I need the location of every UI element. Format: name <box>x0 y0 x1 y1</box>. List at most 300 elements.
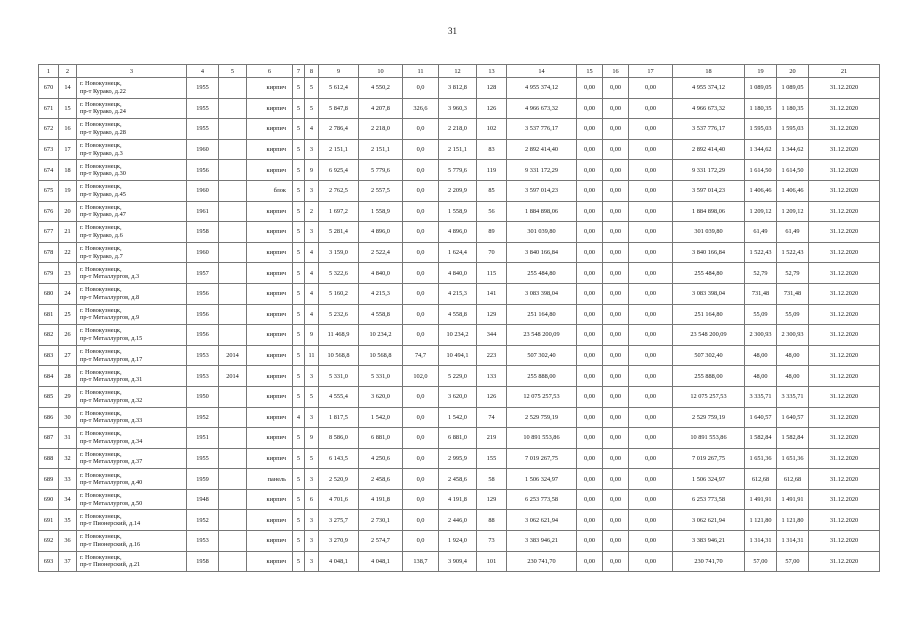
cell-col-1: 673 <box>39 139 59 160</box>
address-city: г. Новокузнецк, <box>80 492 122 500</box>
address-street: пр-т Металлургов, д.40 <box>80 479 143 487</box>
table-row <box>39 119 880 140</box>
cell-col-18: 4 966 673,32 <box>673 98 745 119</box>
cell-col-9: 2 520,9 <box>319 469 359 490</box>
cell-col-11: 326,6 <box>403 98 439 119</box>
cell-col-11: 0,0 <box>403 139 439 160</box>
cell-col-18: 9 331 172,29 <box>673 160 745 181</box>
cell-col-5 <box>219 531 247 552</box>
address-street: пр-т Курако, д.22 <box>80 87 126 95</box>
cell-col-4: 1952 <box>187 407 219 428</box>
cell-col-16: 0,00 <box>603 222 629 243</box>
cell-col-2: 28 <box>59 366 77 387</box>
cell-address <box>77 345 187 366</box>
address-city: г. Новокузнецк, <box>80 512 122 520</box>
cell-col-2: 33 <box>59 469 77 490</box>
cell-col-10: 4 048,1 <box>359 551 403 572</box>
table-row <box>39 139 880 160</box>
cell-col-17: 0,00 <box>629 119 673 140</box>
cell-col-21: 31.12.2020 <box>809 283 880 304</box>
cell-col-17: 0,00 <box>629 531 673 552</box>
cell-col-8: 4 <box>305 119 319 140</box>
cell-col-13: 119 <box>477 160 507 181</box>
column-header: 13 <box>477 65 507 78</box>
cell-col-9: 8 586,0 <box>319 428 359 449</box>
cell-col-8: 5 <box>305 386 319 407</box>
address-street: пр-т Металлургов, д.50 <box>80 499 143 507</box>
cell-col-17: 0,00 <box>629 304 673 325</box>
cell-col-18: 3 597 014,23 <box>673 180 745 201</box>
cell-col-9: 3 275,7 <box>319 510 359 531</box>
cell-col-6: кирпич <box>247 139 293 160</box>
cell-address <box>77 407 187 428</box>
cell-address <box>77 98 187 119</box>
cell-col-19: 1 582,84 <box>745 428 777 449</box>
cell-col-7: 5 <box>293 139 305 160</box>
page-number: 31 <box>448 26 457 36</box>
cell-col-21: 31.12.2020 <box>809 407 880 428</box>
cell-col-16: 0,00 <box>603 386 629 407</box>
cell-col-2: 18 <box>59 160 77 181</box>
cell-col-1: 681 <box>39 304 59 325</box>
cell-col-10: 10 234,2 <box>359 325 403 346</box>
cell-col-15: 0,00 <box>577 98 603 119</box>
cell-col-1: 693 <box>39 551 59 572</box>
cell-col-6: кирпич <box>247 489 293 510</box>
cell-col-10: 4 550,2 <box>359 78 403 99</box>
address-street: пр-т Металлургов, д.3 <box>80 273 140 281</box>
cell-col-14: 251 164,80 <box>507 304 577 325</box>
cell-col-19: 57,00 <box>745 551 777 572</box>
cell-col-7: 5 <box>293 160 305 181</box>
cell-col-6: кирпич <box>247 428 293 449</box>
column-header: 4 <box>187 65 219 78</box>
address-street: пр-т Металлургов, д.9 <box>80 314 140 322</box>
cell-col-18: 3 083 398,04 <box>673 283 745 304</box>
cell-col-4: 1956 <box>187 325 219 346</box>
cell-col-20: 55,09 <box>777 304 809 325</box>
cell-col-13: 223 <box>477 345 507 366</box>
cell-col-13: 126 <box>477 98 507 119</box>
cell-col-2: 32 <box>59 448 77 469</box>
cell-col-14: 10 891 553,86 <box>507 428 577 449</box>
column-header: 2 <box>59 65 77 78</box>
cell-col-11: 0,0 <box>403 180 439 201</box>
cell-col-8: 9 <box>305 160 319 181</box>
cell-col-12: 4 896,0 <box>439 222 477 243</box>
cell-col-17: 0,00 <box>629 283 673 304</box>
cell-col-16: 0,00 <box>603 407 629 428</box>
cell-col-1: 670 <box>39 78 59 99</box>
cell-col-5 <box>219 283 247 304</box>
cell-col-4: 1948 <box>187 489 219 510</box>
address-city: г. Новокузнецк, <box>80 450 122 458</box>
cell-col-2: 16 <box>59 119 77 140</box>
address-street: пр-т Пионерский, д.21 <box>80 561 141 569</box>
cell-col-5 <box>219 489 247 510</box>
cell-col-9: 5 847,8 <box>319 98 359 119</box>
table-row <box>39 489 880 510</box>
cell-col-8: 4 <box>305 263 319 284</box>
cell-col-18: 3 062 621,94 <box>673 510 745 531</box>
cell-col-5 <box>219 139 247 160</box>
cell-col-16: 0,00 <box>603 119 629 140</box>
address-street: пр-т Курако, д.24 <box>80 108 126 116</box>
cell-col-12: 1 542,0 <box>439 407 477 428</box>
table-row <box>39 345 880 366</box>
cell-col-15: 0,00 <box>577 345 603 366</box>
cell-col-17: 0,00 <box>629 489 673 510</box>
column-header: 9 <box>319 65 359 78</box>
cell-col-17: 0,00 <box>629 263 673 284</box>
cell-col-4: 1957 <box>187 263 219 284</box>
column-header: 3 <box>77 65 187 78</box>
cell-col-16: 0,00 <box>603 304 629 325</box>
cell-col-16: 0,00 <box>603 180 629 201</box>
table-row <box>39 386 880 407</box>
cell-col-16: 0,00 <box>603 139 629 160</box>
cell-col-11: 0,0 <box>403 448 439 469</box>
cell-col-15: 0,00 <box>577 325 603 346</box>
address-street: пр-т Курако, д.30 <box>80 170 126 178</box>
cell-col-6: кирпич <box>247 304 293 325</box>
address-city: г. Новокузнецк, <box>80 533 122 541</box>
cell-col-5 <box>219 201 247 222</box>
cell-col-12: 3 960,3 <box>439 98 477 119</box>
cell-col-13: 70 <box>477 242 507 263</box>
cell-col-20: 48,00 <box>777 345 809 366</box>
cell-col-9: 6 143,5 <box>319 448 359 469</box>
address-city: г. Новокузнецк, <box>80 368 122 376</box>
cell-col-12: 5 779,6 <box>439 160 477 181</box>
cell-col-16: 0,00 <box>603 469 629 490</box>
cell-address <box>77 531 187 552</box>
cell-col-9: 5 612,4 <box>319 78 359 99</box>
cell-col-18: 6 253 773,58 <box>673 489 745 510</box>
cell-col-20: 1 522,43 <box>777 242 809 263</box>
address-street: пр-т Металлургов, д.31 <box>80 376 143 384</box>
cell-col-6: кирпич <box>247 119 293 140</box>
cell-col-21: 31.12.2020 <box>809 448 880 469</box>
cell-col-4: 1953 <box>187 531 219 552</box>
cell-col-21: 31.12.2020 <box>809 386 880 407</box>
address-city: г. Новокузнецк, <box>80 327 122 335</box>
cell-col-10: 5 331,0 <box>359 366 403 387</box>
cell-col-8: 11 <box>305 345 319 366</box>
cell-col-11: 0,0 <box>403 469 439 490</box>
column-header: 21 <box>809 65 880 78</box>
cell-col-13: 73 <box>477 531 507 552</box>
cell-col-16: 0,00 <box>603 489 629 510</box>
cell-col-7: 5 <box>293 180 305 201</box>
cell-col-17: 0,00 <box>629 428 673 449</box>
cell-col-6: кирпич <box>247 201 293 222</box>
cell-col-1: 690 <box>39 489 59 510</box>
cell-col-21: 31.12.2020 <box>809 263 880 284</box>
cell-col-19: 731,48 <box>745 283 777 304</box>
cell-col-16: 0,00 <box>603 551 629 572</box>
cell-col-2: 37 <box>59 551 77 572</box>
cell-col-18: 251 164,80 <box>673 304 745 325</box>
cell-col-15: 0,00 <box>577 139 603 160</box>
column-header: 19 <box>745 65 777 78</box>
cell-col-5 <box>219 448 247 469</box>
cell-col-13: 155 <box>477 448 507 469</box>
cell-col-21: 31.12.2020 <box>809 428 880 449</box>
table-row <box>39 510 880 531</box>
cell-col-6: кирпич <box>247 222 293 243</box>
cell-col-2: 26 <box>59 325 77 346</box>
cell-col-12: 4 840,0 <box>439 263 477 284</box>
cell-col-21: 31.12.2020 <box>809 510 880 531</box>
cell-col-14: 9 331 172,29 <box>507 160 577 181</box>
cell-col-7: 5 <box>293 510 305 531</box>
cell-col-14: 3 383 946,21 <box>507 531 577 552</box>
cell-col-17: 0,00 <box>629 78 673 99</box>
table-row <box>39 283 880 304</box>
cell-col-15: 0,00 <box>577 180 603 201</box>
table-row <box>39 531 880 552</box>
cell-col-13: 89 <box>477 222 507 243</box>
cell-col-19: 1 522,43 <box>745 242 777 263</box>
cell-address <box>77 283 187 304</box>
cell-col-18: 3 840 166,84 <box>673 242 745 263</box>
cell-col-20: 1 582,84 <box>777 428 809 449</box>
cell-col-10: 4 896,0 <box>359 222 403 243</box>
column-header: 1 <box>39 65 59 78</box>
cell-col-19: 52,79 <box>745 263 777 284</box>
cell-col-8: 3 <box>305 510 319 531</box>
cell-col-9: 10 568,8 <box>319 345 359 366</box>
address-street: пр-т Металлургов, д.32 <box>80 396 143 404</box>
cell-col-1: 692 <box>39 531 59 552</box>
cell-col-9: 11 468,9 <box>319 325 359 346</box>
cell-col-11: 0,0 <box>403 531 439 552</box>
address-street: пр-т Металлургов, д.8 <box>80 293 140 301</box>
cell-col-12: 4 215,3 <box>439 283 477 304</box>
cell-col-5 <box>219 304 247 325</box>
address-street: пр-т Металлургов, д.15 <box>80 334 143 342</box>
cell-col-5 <box>219 180 247 201</box>
cell-col-11: 0,0 <box>403 386 439 407</box>
cell-address <box>77 428 187 449</box>
cell-col-4: 1956 <box>187 160 219 181</box>
table-row <box>39 407 880 428</box>
cell-col-20: 1 651,36 <box>777 448 809 469</box>
column-header: 16 <box>603 65 629 78</box>
cell-col-16: 0,00 <box>603 201 629 222</box>
cell-col-7: 5 <box>293 469 305 490</box>
cell-col-11: 0,0 <box>403 407 439 428</box>
cell-col-4: 1955 <box>187 78 219 99</box>
cell-col-21: 31.12.2020 <box>809 201 880 222</box>
cell-col-5 <box>219 160 247 181</box>
cell-col-2: 14 <box>59 78 77 99</box>
cell-col-20: 1 406,46 <box>777 180 809 201</box>
cell-col-6: кирпич <box>247 531 293 552</box>
cell-col-19: 1 121,80 <box>745 510 777 531</box>
cell-col-10: 4 840,0 <box>359 263 403 284</box>
cell-col-13: 85 <box>477 180 507 201</box>
cell-col-12: 2 446,0 <box>439 510 477 531</box>
cell-col-19: 1 344,62 <box>745 139 777 160</box>
address-street: пр-т Курако, д.6 <box>80 231 123 239</box>
cell-col-10: 4 191,8 <box>359 489 403 510</box>
cell-col-6: кирпич <box>247 345 293 366</box>
cell-col-17: 0,00 <box>629 325 673 346</box>
cell-col-15: 0,00 <box>577 304 603 325</box>
cell-col-8: 5 <box>305 78 319 99</box>
cell-col-16: 0,00 <box>603 78 629 99</box>
column-header: 10 <box>359 65 403 78</box>
address-street: пр-т Пионерский, д.16 <box>80 540 141 548</box>
cell-col-9: 2 762,5 <box>319 180 359 201</box>
address-street: пр-т Курако, д.47 <box>80 211 126 219</box>
cell-col-21: 31.12.2020 <box>809 304 880 325</box>
cell-col-18: 301 039,80 <box>673 222 745 243</box>
address-city: г. Новокузнецк, <box>80 471 122 479</box>
cell-col-5 <box>219 407 247 428</box>
cell-col-12: 6 881,0 <box>439 428 477 449</box>
cell-col-17: 0,00 <box>629 510 673 531</box>
cell-col-9: 2 786,4 <box>319 119 359 140</box>
cell-col-18: 507 302,40 <box>673 345 745 366</box>
cell-col-15: 0,00 <box>577 531 603 552</box>
cell-col-21: 31.12.2020 <box>809 98 880 119</box>
cell-col-14: 3 083 398,04 <box>507 283 577 304</box>
cell-col-14: 3 062 621,94 <box>507 510 577 531</box>
cell-col-20: 1 344,62 <box>777 139 809 160</box>
cell-col-12: 2 995,9 <box>439 448 477 469</box>
cell-col-8: 9 <box>305 428 319 449</box>
cell-col-10: 4 558,8 <box>359 304 403 325</box>
cell-col-2: 25 <box>59 304 77 325</box>
cell-col-10: 6 881,0 <box>359 428 403 449</box>
address-street: пр-т Металлургов, д.34 <box>80 437 143 445</box>
cell-col-6: кирпич <box>247 283 293 304</box>
cell-col-14: 4 966 673,32 <box>507 98 577 119</box>
cell-col-13: 133 <box>477 366 507 387</box>
cell-col-16: 0,00 <box>603 448 629 469</box>
cell-col-11: 0,0 <box>403 304 439 325</box>
cell-col-19: 1 209,12 <box>745 201 777 222</box>
cell-col-6: кирпич <box>247 366 293 387</box>
cell-col-7: 5 <box>293 366 305 387</box>
cell-col-4: 1956 <box>187 283 219 304</box>
cell-col-8: 6 <box>305 489 319 510</box>
cell-col-14: 507 302,40 <box>507 345 577 366</box>
cell-col-10: 1 558,9 <box>359 201 403 222</box>
cell-col-15: 0,00 <box>577 366 603 387</box>
cell-col-14: 3 537 776,17 <box>507 119 577 140</box>
cell-col-9: 5 281,4 <box>319 222 359 243</box>
cell-col-13: 56 <box>477 201 507 222</box>
cell-col-5 <box>219 551 247 572</box>
cell-col-1: 686 <box>39 407 59 428</box>
address-city: г. Новокузнецк, <box>80 183 122 191</box>
cell-col-7: 4 <box>293 407 305 428</box>
cell-col-16: 0,00 <box>603 366 629 387</box>
cell-col-16: 0,00 <box>603 510 629 531</box>
address-city: г. Новокузнецк, <box>80 245 122 253</box>
cell-col-9: 4 555,4 <box>319 386 359 407</box>
cell-col-14: 301 039,80 <box>507 222 577 243</box>
table-row <box>39 428 880 449</box>
cell-col-15: 0,00 <box>577 448 603 469</box>
cell-col-7: 5 <box>293 345 305 366</box>
cell-col-19: 1 406,46 <box>745 180 777 201</box>
cell-col-7: 5 <box>293 304 305 325</box>
cell-col-21: 31.12.2020 <box>809 325 880 346</box>
cell-col-1: 682 <box>39 325 59 346</box>
cell-col-2: 36 <box>59 531 77 552</box>
column-header: 18 <box>673 65 745 78</box>
cell-col-6: панель <box>247 469 293 490</box>
cell-col-8: 3 <box>305 551 319 572</box>
cell-col-4: 1958 <box>187 551 219 572</box>
cell-col-7: 5 <box>293 222 305 243</box>
cell-col-2: 31 <box>59 428 77 449</box>
cell-col-10: 4 250,6 <box>359 448 403 469</box>
cell-col-18: 7 019 267,75 <box>673 448 745 469</box>
cell-col-18: 12 075 257,53 <box>673 386 745 407</box>
cell-col-6: кирпич <box>247 448 293 469</box>
cell-col-2: 19 <box>59 180 77 201</box>
cell-col-13: 129 <box>477 304 507 325</box>
cell-col-11: 0,0 <box>403 510 439 531</box>
cell-col-4: 1955 <box>187 448 219 469</box>
cell-col-17: 0,00 <box>629 201 673 222</box>
cell-col-19: 1 651,36 <box>745 448 777 469</box>
cell-col-13: 102 <box>477 119 507 140</box>
cell-col-8: 5 <box>305 448 319 469</box>
cell-col-17: 0,00 <box>629 407 673 428</box>
cell-col-13: 219 <box>477 428 507 449</box>
cell-col-2: 20 <box>59 201 77 222</box>
cell-col-8: 4 <box>305 283 319 304</box>
cell-address <box>77 242 187 263</box>
cell-address <box>77 222 187 243</box>
cell-col-6: кирпич <box>247 551 293 572</box>
cell-col-10: 3 620,0 <box>359 386 403 407</box>
cell-col-7: 5 <box>293 531 305 552</box>
cell-col-5 <box>219 469 247 490</box>
cell-col-10: 5 779,6 <box>359 160 403 181</box>
cell-col-10: 2 151,1 <box>359 139 403 160</box>
cell-col-4: 1960 <box>187 180 219 201</box>
cell-col-12: 5 229,0 <box>439 366 477 387</box>
cell-col-12: 3 620,0 <box>439 386 477 407</box>
address-street: пр-т Металлургов, д.17 <box>80 355 143 363</box>
column-header: 11 <box>403 65 439 78</box>
cell-col-14: 2 892 414,40 <box>507 139 577 160</box>
cell-col-17: 0,00 <box>629 139 673 160</box>
cell-col-14: 12 075 257,53 <box>507 386 577 407</box>
cell-col-15: 0,00 <box>577 222 603 243</box>
cell-col-1: 671 <box>39 98 59 119</box>
cell-col-7: 5 <box>293 325 305 346</box>
column-header: 15 <box>577 65 603 78</box>
cell-col-13: 126 <box>477 386 507 407</box>
cell-col-9: 6 925,4 <box>319 160 359 181</box>
column-header: 20 <box>777 65 809 78</box>
cell-col-6: кирпич <box>247 263 293 284</box>
cell-col-20: 57,00 <box>777 551 809 572</box>
cell-col-14: 255 888,00 <box>507 366 577 387</box>
cell-col-12: 1 558,9 <box>439 201 477 222</box>
cell-col-12: 2 209,9 <box>439 180 477 201</box>
cell-address <box>77 180 187 201</box>
